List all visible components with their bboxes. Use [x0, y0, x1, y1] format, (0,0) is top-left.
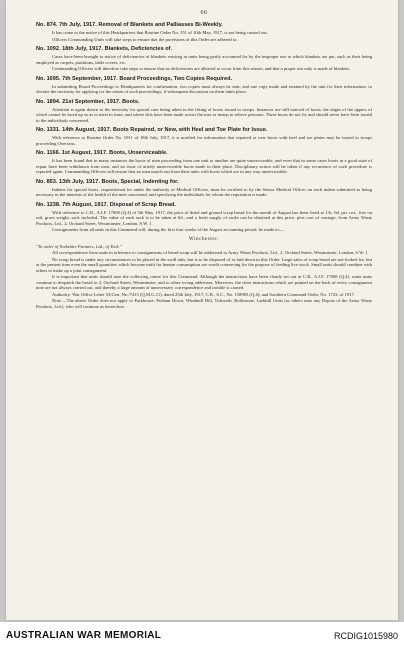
authority-paragraph: Authority: War Office Letter 53/Gen. No./7415 (Q.M.G.11), dated 25th July, 1917; C.R., S.C., No. 158983 (Q.4); and Southern Command Order, No. 1723, of 1917.: [52, 291, 355, 297]
order-heading: No. 1894. 21st September, 1917. Boots.: [36, 98, 140, 105]
order-1331: [36, 127, 372, 146]
archive-footer: [0, 622, 404, 654]
order-heading: No. 853. 13th July, 1917. Boots, Special, Indenting for.: [36, 178, 179, 185]
order-paragraph: Consignments from all units in this Command will, during the first four weeks of the August accounting period, be made to:—: [52, 227, 285, 232]
order-paragraph: With reference to Routine Order No. 1011 of 18th July, 1917, it is notified for information that repaired or new boots with heel and toe plates may be issued to troops proceeding Overseas.: [36, 135, 372, 146]
order-paragraph: It has been found that in many instances the boots of men proceeding from one unit to another are quite unserviceable, and even that in some cases boots in a good state of repair have been withdrawn from men, and an issue of utterly unserviceable boots made in their place. Disciplinary action will be taken if any recurrence of such procedure is reported again. Commanding Officers will ensure that no men march out from their units with boots which are in any way unserviceable.: [36, 158, 372, 174]
order-heading: No. 1331. 14th August, 1917. Boots Repaired, or New, with Heel and Toe Plate for Issue.: [36, 127, 268, 133]
order-heading: No. 1695. 7th September, 1917. Board Proceedings, Two Copies Required.: [36, 75, 233, 82]
order-paragraph: Attention is again drawn to the necessity for special care being taken in the fitting of boots issued to troops. Instances are still noticed of boots, the edges of the uppers of which cannot be laced up so as to meet in front, and where slits have been made across the toes or instep to relieve pressure. These boots do not fit, and should never have been issued to the individuals concerned.: [36, 106, 372, 123]
page-content: [36, 10, 372, 614]
order-1695: [36, 76, 372, 95]
order-paragraph: Officers Commanding Units will take steps to ensure that the provisions of this Order are adhered to.: [52, 36, 238, 42]
order-1092: [36, 46, 372, 72]
note-paragraph: Note.—The above Order does not apply to Parkhouse, Perham Down, Windmill Hill, Tidworth, Rollestone, Larkhill Units (or others near any Depots of the Army Waste Products, Ltd.), who will continue as heretofore.: [36, 298, 372, 309]
consignee-header: Winchester.: [188, 236, 220, 242]
order-1238: [36, 202, 372, 233]
archive-name: AUSTRALIAN WAR MEMORIAL: [6, 630, 162, 641]
order-paragraph: In submitting Board Proceedings to Headquarters for confirmation, two copies must always be sent, and one copy made and retained by the unit for their information, to obviate the necessity for applying for the return of such proceedings, if subsequent discussion on them takes place.: [36, 83, 372, 94]
order-heading: No. 1166. 1st August, 1917. Boots, Unserviceable.: [36, 150, 168, 156]
order-paragraph: Commanding Officers will therefore take steps to ensure that no deficiencies are allowed to occur from this reason, and that a proper use only is made of blankets.: [52, 66, 351, 71]
order-paragraph: Indents for special boots, requisitioned for under the authority of Medical Officers, must be certified to by the Senior Medical Officer on each indent submitted as being necessary in the interests of the health of the men concerned, and specifying the individuals for whom the requisition is made.: [36, 186, 372, 197]
consignee-quote: "To order of Yorkshire Farmers, Ltd., of York.": [36, 243, 122, 249]
order-paragraph: It has come to the notice of this Headquarters that Routine Order No. 151 of 10th May, 1917, is not being carried out.: [52, 30, 268, 35]
order-874: [36, 22, 372, 42]
page-number: 66: [200, 10, 208, 16]
order-paragraph: With reference to C.R., A.I.F. 17008 (Q.4) of 5th May, 1917, the price of dried and ground scrap bread for the month of August has been fixed at 13s. 6d. per cwt., free on rail, gross weight, sack included. The value of each sack is to be taken at 6d., and a fresh supply of sacks can be obtained at this price, plus cost of carriage, from Army Waste Products, Ltd., 2, Orchard Street, Westminster, London, S.W. 1.: [36, 209, 372, 226]
order-heading: No. 1092. 18th July, 1917. Blankets, Deficiencies of.: [36, 46, 173, 52]
order-heading: No. 1238. 7th August, 1917. Disposal of Scrap Bread.: [36, 201, 176, 208]
order-heading: No. 874. 7th July, 1917. Removal of Blankets and Palliasses Bi-Weekly.: [36, 22, 223, 28]
order-paragraph: Cases have been brought to notice of deficiencies of blankets existing in units being partly accounted for by the improper use to which blankets are put, such as their being employed as carpets, partitions, table covers, etc.: [36, 54, 372, 65]
order-1166: [36, 150, 372, 175]
document-page: [6, 0, 398, 620]
order-1894: [36, 99, 372, 124]
scrap-paragraph: No scrap bread is under any circumstances to be placed in the swill tubs, but is to be disposed of as laid down in this Order. Large sales of scrap bread are not looked for, but at the present time even the small quantities which become unfit for human consumption are worth conserving for the purpose of feeding live stock. Small units should combine with others to make up a joint consignment.: [36, 256, 372, 273]
scrap-paragraph: All correspondence from units in reference to consignments of bread scrap will be addressed to Army Waste Products, Ltd., 2, Orchard Street, Westminster, London, S.W. 1.: [52, 250, 369, 255]
scrap-paragraph: It is important that units should note the collecting centre for this Command. Although the instructions have been clearly set out in C.R., A.I.F. 17008 (Q.4), some units continue to despatch the bread to 2, Orchard Street, Westminster, and to other wrong addresses. Moreover, the clear instructions which are printed on the back of every consignment note are not always carried out, and thereby a large amount of unnecessary correspondence and trouble is caused.: [36, 274, 372, 290]
order-853: [36, 179, 372, 198]
record-id: RCDIG1015980: [333, 631, 398, 641]
